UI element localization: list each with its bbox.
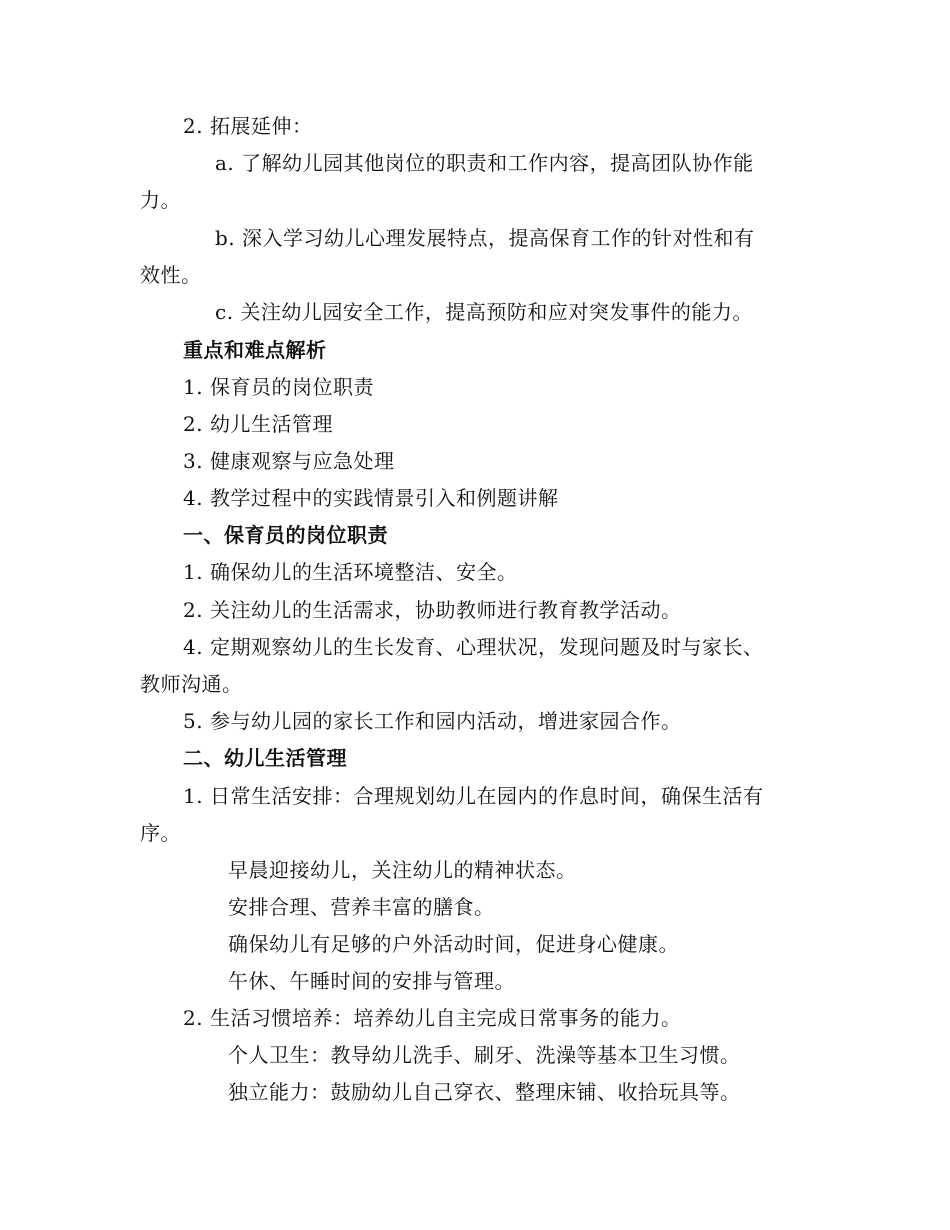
sub-item-morning: 早晨迎接幼儿，关注幼儿的精神状态。 bbox=[228, 858, 577, 882]
list-item-key-1: 1. 保育员的岗位职责 bbox=[183, 375, 374, 399]
list-item-duty-4: 4. 定期观察幼儿的生长发育、心理状况，发现问题及时与家长、 bbox=[183, 635, 764, 659]
list-item-c: c. 关注幼儿园安全工作，提高预防和应对突发事件的能力。 bbox=[215, 300, 753, 324]
section-heading-key-points: 重点和难点解析 bbox=[183, 338, 327, 362]
list-item-a-continued: 力。 bbox=[140, 188, 181, 212]
sub-item-nap: 午休、午睡时间的安排与管理。 bbox=[228, 969, 515, 993]
list-item-duty-5: 5. 参与幼儿园的家长工作和园内活动，增进家园合作。 bbox=[183, 709, 682, 733]
section-heading-duties: 一、保育员的岗位职责 bbox=[183, 523, 388, 547]
list-item-duty-1: 1. 确保幼儿的生活环境整洁、安全。 bbox=[183, 560, 518, 584]
list-item-life-2: 2. 生活习惯培养：培养幼儿自主完成日常事务的能力。 bbox=[183, 1006, 682, 1030]
list-item-b: b. 深入学习幼儿心理发展特点，提高保育工作的针对性和有 bbox=[215, 226, 755, 250]
list-item-key-2: 2. 幼儿生活管理 bbox=[183, 412, 333, 436]
sub-item-independence: 独立能力：鼓励幼儿自己穿衣、整理床铺、收拾玩具等。 bbox=[228, 1080, 741, 1104]
list-item-a: a. 了解幼儿园其他岗位的职责和工作内容，提高团队协作能 bbox=[215, 151, 754, 175]
section-heading-life-management: 二、幼儿生活管理 bbox=[183, 746, 347, 770]
list-item-life-1: 1. 日常生活安排：合理规划幼儿在园内的作息时间，确保生活有 bbox=[183, 784, 764, 808]
list-item-b-continued: 效性。 bbox=[140, 263, 202, 287]
sub-item-meals: 安排合理、营养丰富的膳食。 bbox=[228, 895, 495, 919]
list-item-life-1-continued: 序。 bbox=[140, 821, 181, 845]
sub-item-outdoor: 确保幼儿有足够的户外活动时间，促进身心健康。 bbox=[228, 932, 679, 956]
sub-item-hygiene: 个人卫生：教导幼儿洗手、刷牙、洗澡等基本卫生习惯。 bbox=[228, 1043, 741, 1067]
list-item-key-3: 3. 健康观察与应急处理 bbox=[183, 449, 395, 473]
list-item-duty-2: 2. 关注幼儿的生活需求，协助教师进行教育教学活动。 bbox=[183, 598, 682, 622]
list-item-key-4: 4. 教学过程中的实践情景引入和例题讲解 bbox=[183, 486, 559, 510]
list-item-extension: 2. 拓展延伸： bbox=[183, 114, 313, 138]
list-item-duty-4-continued: 教师沟通。 bbox=[140, 672, 243, 696]
